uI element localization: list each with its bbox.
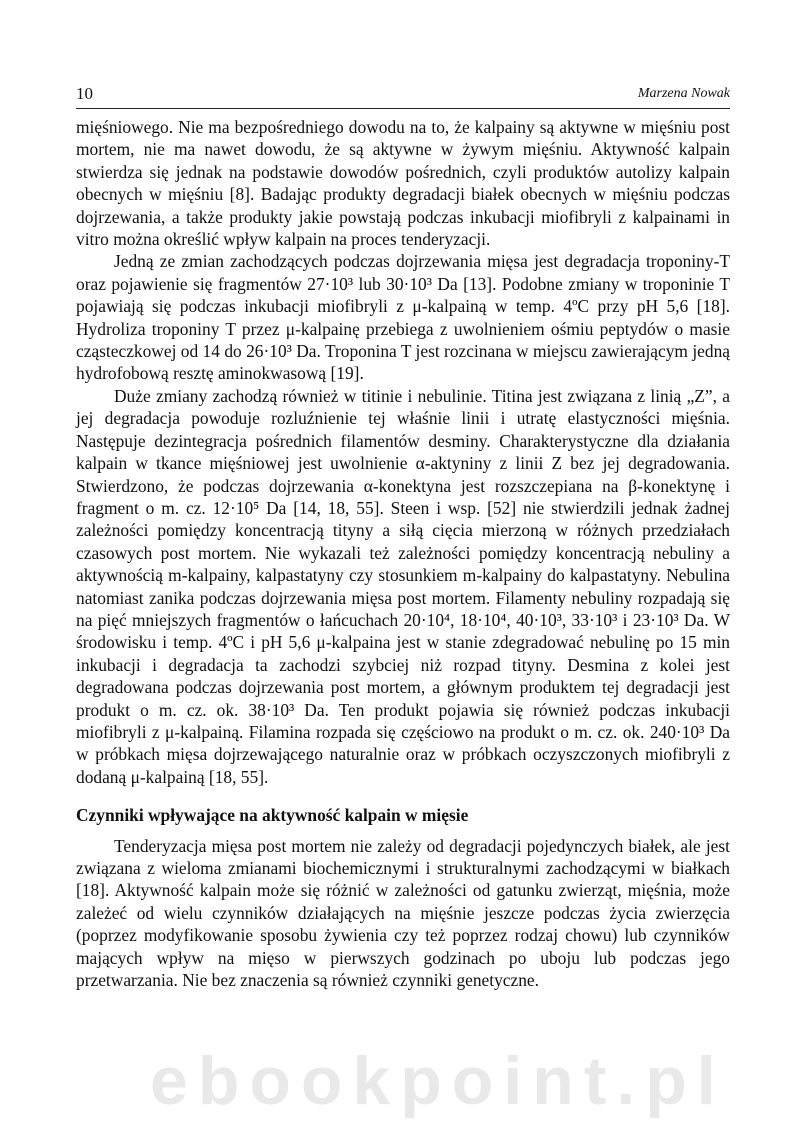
running-author: Marzena Nowak <box>637 86 730 101</box>
page-number: 10 <box>76 84 93 103</box>
paragraph-1: mięśniowego. Nie ma bezpośredniego dowodu na to, że kalpainy są aktywne w mięśniu post mortem, nie ma nawet dowodu, że są aktywne w żywym mięśniu. Aktywność kalpain stwierdza się jednak na podstawie dowodów pośrednich, czyli produktów autolizy kalpain obecnych w mięśniu [8]. Badając produkty degradacji białek obecnych w mięśniu podczas dojrzewania, a także produkty jakie powstają podczas inkubacji miofibryli z kalpainami in vitro można określić wpływ kalpain na proces tenderyzacji. <box>76 117 730 250</box>
section-paragraph: Tenderyzacja mięsa post mortem nie zależy od degradacji pojedynczych białek, ale jest związana z wieloma zmianami biochemicznymi i strukturalnymi zachodzącymi w białkach [18]. Aktywność kalpain może się różnić w zależności od gatunku zwierząt, mięśnia, może zależeć od wielu czynników działających na mięśnie jeszcze podczas życia zwierzęcia (poprzez modyfikowanie sposobu żywienia czy też poprzez rodzaj chowu) lub czynników mających wpływ na mięso w pierwszych godzinach po uboju lub podczas jego przetwarzania. Nie bez znaczenia są również czynniki genetyczne. <box>76 835 730 991</box>
running-header <box>76 84 730 109</box>
paragraph-2: Jedną ze zmian zachodzących podczas dojrzewania mięsa jest degradacja troponiny-T oraz pojawienie się fragmentów 27·10³ lub 30·10³ Da [13]. Podobne zmiany w troponinie T pojawiają się podczas inkubacji miofibryli z μ-kalpainą w temp. 4ºC przy pH 5,6 [18]. Hydroliza troponiny T przez μ-kalpainę przebiega z uwolnieniem ośmiu peptydów o masie cząsteczkowej od 14 do 26·10³ Da. Troponina T jest rozcinana w miejscu zawierającym jedną hydrofobową resztę aminokwasową [19]. <box>76 251 730 384</box>
body-text <box>76 116 730 991</box>
section-heading: Czynniki wpływające na aktywność kalpain w mięsie <box>76 805 469 826</box>
paragraph-3: Duże zmiany zachodzą również w titinie i nebulinie. Titina jest związana z linią „Z”, a jej degradacja powoduje rozluźnienie tej właśnie linii i utratę elastyczności mięśnia. Następuje dezintegracja pośrednich filamentów desminy. Charakterystyczne dla działania kalpain w tkance mięśniowej jest uwolnienie α-aktyniny z linii Z bez jej degradowania. Stwierdzono, że podczas dojrzewania α-konektyna jest rozszczepiana na β-konektynę i fragment o m. cz. 12·10⁵ Da [14, 18, 55]. Steen i wsp. [52] nie stwierdzili jednak żadnej zależności pomiędzy koncentracją tityny a siłą cięcia mierzoną w różnych przedziałach czasowych post mortem. Nie wykazali też zależności pomiędzy koncentracją nebuliny a aktywnością m-kalpainy, kalpastatyny czy stosunkiem m-kalpainy do kalpastatyny. Nebulina natomiast zanika podczas dojrzewania mięsa post mortem. Filamenty nebuliny rozpadają się na pięć mniejszych fragmentów o łańcuchach 20·10⁴, 18·10⁴, 40·10³, 33·10³ i 23·10³ Da. W środowisku i temp. 4ºC i pH 5,6 μ-kalpaina jest w stanie zdegradować nebulinę po 15 min inkubacji i degradacja ta zachodzi szybciej niż rozpad tityny. Desmina z kolei jest degradowana podczas dojrzewania post mortem, a głównym produktem tej degradacji jest produkt o m. cz. ok. 38·10³ Da. Ten produkt pojawia się również podczas inkubacji miofibryli z μ-kalpainą. Filamina rozpada się częściowo na produkt o m. cz. ok. 240·10³ Da w próbkach mięsa dojrzewającego naturalnie oraz w próbkach oczyszczonych miofibryli z dodaną μ-kalpainą [18, 55]. <box>76 385 730 787</box>
watermark: ebookpoint.pl <box>150 1043 726 1119</box>
